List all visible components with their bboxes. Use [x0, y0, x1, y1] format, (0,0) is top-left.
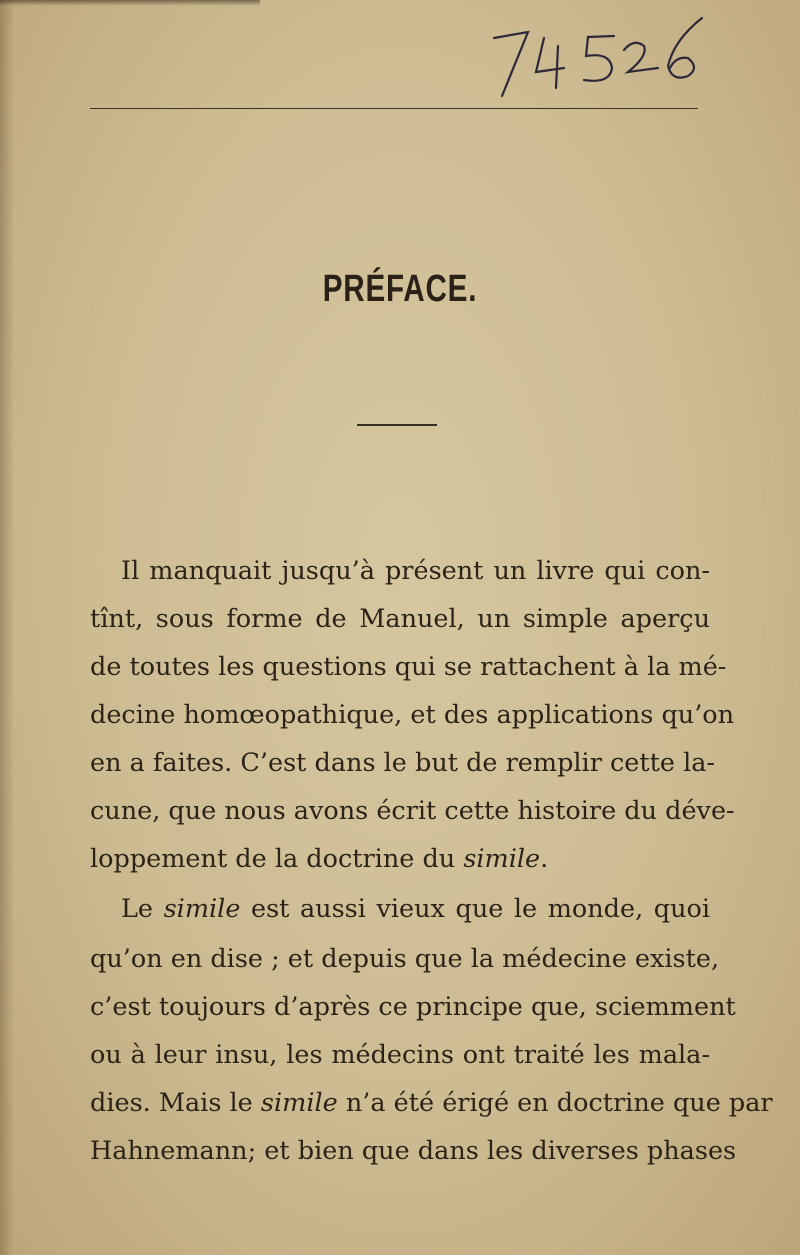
text-line-7: [90, 844, 548, 874]
text-line-4: decine homœopathique, et des applications qu’on: [90, 700, 735, 730]
text-line-11: ou à leur insu, les médecins ont traité les mala-: [90, 1040, 710, 1070]
title-divider: [357, 424, 437, 426]
text-line-5: en a faites. C’est dans le but de remplir cette la-: [90, 748, 716, 778]
text-segment: loppement de la doctrine du: [90, 844, 464, 874]
page-title: PRÉFACE.: [322, 268, 478, 310]
top-rule: [90, 108, 698, 109]
italic-word: simile: [260, 1088, 338, 1118]
text-line-9: qu’on en dise ; et depuis que la médecine existe,: [90, 944, 720, 974]
italic-word: simile: [463, 844, 541, 874]
text-line-1: Il manquait jusqu’à présent un livre qui con-: [121, 556, 710, 586]
text-segment: Le: [121, 894, 164, 924]
text-line-13: Hahnemann; et bien que dans les diverses phases: [90, 1136, 737, 1166]
text-segment: est aussi vieux que le monde, quoi: [240, 894, 710, 924]
text-segment: dies. Mais le: [90, 1088, 261, 1118]
page-top-edge: [0, 0, 260, 6]
text-line-3: de toutes les questions qui se rattachent à la mé-: [90, 652, 727, 682]
text-line-6: cune, que nous avons écrit cette histoire du déve-: [90, 796, 735, 826]
text-line-12: [90, 1088, 773, 1118]
handwritten-number: [488, 10, 718, 100]
text-segment: .: [540, 844, 549, 874]
text-segment: n’a été érigé en doctrine que par: [337, 1088, 773, 1118]
binding-shadow: [0, 0, 14, 1255]
text-line-10: c’est toujours d’après ce principe que, sciemment: [90, 992, 736, 1022]
italic-word: simile: [163, 894, 241, 924]
text-line-8: [121, 894, 710, 924]
text-line-2: tînt, sous forme de Manuel, un simple aperçu: [90, 604, 710, 634]
